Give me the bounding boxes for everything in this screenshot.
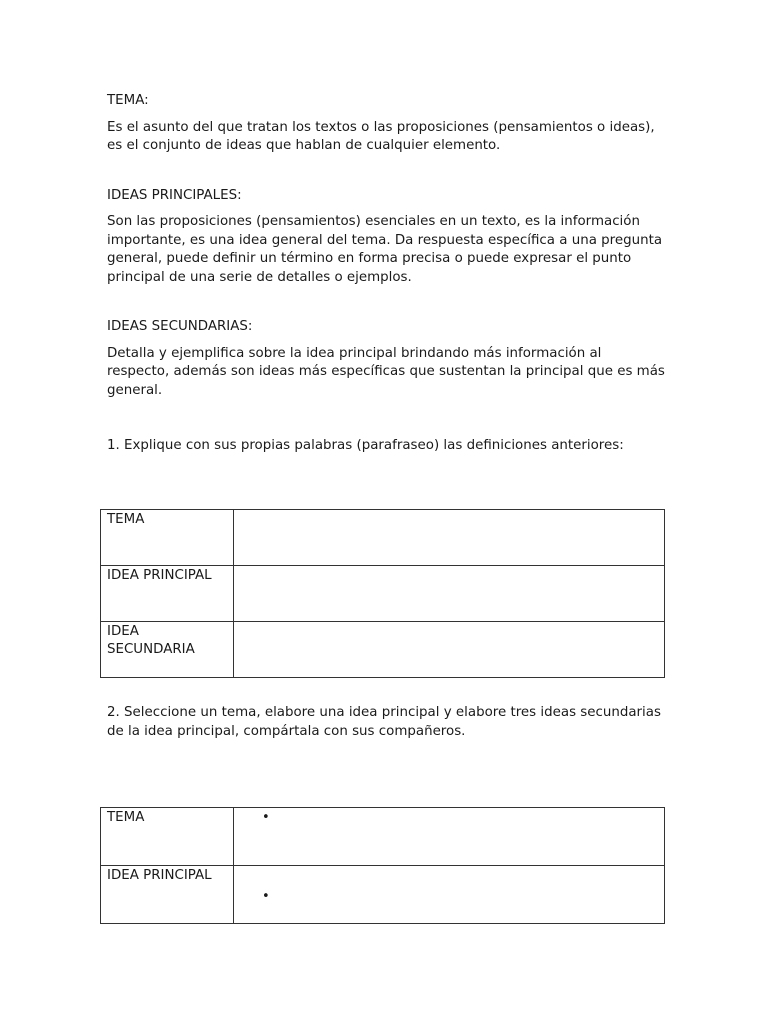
bullet-icon: • — [262, 889, 270, 904]
row-label-tema: TEMA — [101, 510, 234, 566]
question-2-text: 2. Seleccione un tema, elabore una idea principal y elabore tres ideas secundarias de la idea principal, compártala con sus compañeros. — [107, 705, 661, 739]
bullet-icon: • — [262, 810, 270, 825]
answer-cell-idea-principal[interactable] — [234, 866, 665, 924]
definitions-table — [100, 509, 665, 678]
tema-text: Es el asunto del que tratan los textos o las proposiciones (pensamientos o ideas), es el conjunto de ideas que hablan de cualquier elemento. — [107, 119, 655, 153]
table-row — [101, 808, 665, 866]
document-body — [107, 92, 667, 456]
row-label-idea-principal: IDEA PRINCIPAL — [101, 866, 234, 924]
row-label-idea-secundaria: IDEA SECUNDARIA — [101, 622, 234, 678]
tema-heading: TEMA: — [107, 93, 149, 108]
table-row — [101, 566, 665, 622]
table-row — [101, 866, 665, 924]
question-1-text: 1. Explique con sus propias palabras (parafraseo) las definiciones anteriores: — [107, 438, 624, 453]
ideas-secundarias-text: Detalla y ejemplifica sobre la idea principal brindando más información al respecto, además son ideas más específicas que sustentan la principal que es más general. — [107, 345, 665, 398]
answer-cell-tema[interactable] — [234, 808, 665, 866]
exercise-table — [100, 807, 665, 924]
ideas-principales-text: Son las proposiciones (pensamientos) esenciales en un texto, es la información importante, es una idea general del tema. Da respuesta específica a una pregunta general, puede definir un término en forma precisa o puede expresar el punto principal de una serie de detalles o ejemplos. — [107, 214, 663, 285]
answer-cell-tema[interactable] — [234, 510, 665, 566]
answer-cell-idea-secundaria[interactable] — [234, 622, 665, 678]
question-2-block — [107, 704, 667, 741]
ideas-principales-heading: IDEAS PRINCIPALES: — [107, 187, 242, 203]
row-label-idea-principal: IDEA PRINCIPAL — [101, 566, 234, 622]
spacer — [107, 156, 667, 187]
spacer — [107, 287, 667, 318]
answer-cell-idea-principal[interactable] — [234, 566, 665, 622]
row-label-tema: TEMA — [101, 808, 234, 866]
table-row — [101, 510, 665, 566]
ideas-secundarias-heading: IDEAS SECUNDARIAS: — [107, 319, 253, 334]
table-row — [101, 622, 665, 678]
